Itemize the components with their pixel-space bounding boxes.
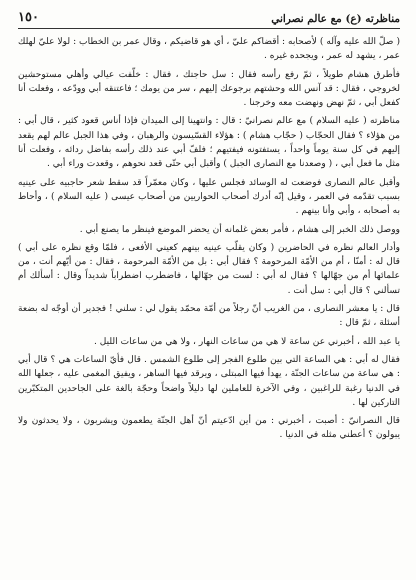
paragraph: وأقبل عالم النصارى فوضعت له الوسائد فجلس عليها ، وكان معمّراً قد سقط شعر حاجبيه على عينيه بسبب تقدّمه في العمر ، وقيل إنّه أدرك أصحاب الحواريين من أصحاب عيسى ( عليه السلام ) ، وأحاط به أصحابه ، وأبي وأنا بينهم . (18, 177, 400, 217)
paragraph: فأطرق هشام طويلاً ، ثمّ رفع رأسه فقال : سل حاجتك ، فقال : خلّفت عيالي وأهلي مستوحشين لخروجي ، فقال : قد آنس الله وحشتهم برجوعك إليهم ، سر من يومك ؛ فاعتنقه أبي وودّعه ، وفعلت أنا كفعل أبي ، ثمّ نهض ونهضت معه وخرجنا . (18, 69, 400, 109)
running-title: مناظرته (ع) مع عالم نصراني (271, 13, 400, 25)
page-header (18, 8, 400, 29)
paragraph: مناظرته ( عليه السلام ) مع عالم نصرانيّ : قال : وانتهينا إلى الميدان فإذا أناس قعود كثير ، قال أبي : من هؤلاء ؟ فقال الحجّاب ( حجّاب هشام ) : هؤلاء القسّيسون والرهبان ، وفي هذا الجبل عالم لهم يقعد إليهم في كل سنة يوماً واحداً ، يستفتونه فيفتيهم ؛ فلفّ أبي عند ذلك رأسه بفاضل ردائه ، وفعلت أنا مثل ما فعل أبي ، ( وصعدنا مع النصارى الجبل ) وأقبل أبي حتّى قعد نحوهم ، وقعدت وراء أبي . (18, 116, 400, 170)
paragraph: قال : يا معشر النصارى ، من الغريب أنّ رجلاً من أمّة محمّد يقول لي : سلني ! فجدير أن أوجّه له بضعة أسئلة ، ثمّ قال : (18, 304, 400, 329)
paragraph: قال النصرانيّ : أصبت ، أخبرني : من أين ادّعيتم أنّ أهل الجنّة يطعمون ويشربون ، ولا يحدثون ولا يبولون ؟ أعطني مثله في الدنيا . (18, 416, 400, 441)
page-body (18, 35, 400, 443)
page-number: ١٥٠ (18, 10, 39, 25)
paragraph: وأدار العالم نظره في الحاضرين ( وكان يقلّب عينيه بينهم كعيني الأفعى ، فلمّا وقع نظره على أبي ) قال له : أمنّا ، أم من الأمّة المرحومة ؟ فقال أبي : بل من الأمّة المرحومة ، فقال : من أيّهم أنت ، من علمائها أم من جهّالها ؟ فقال له أبي : لست من جهّالها ، فاضطرب اضطراباً شديداً وقال : أسألك أم تسألني ؟ قال أبي : سل أنت . (18, 242, 400, 296)
paragraph: ووصل ذلك الخبر إلى هشام ، فأمر بعض غلمانه أن يحضر الموضع فينظر ما يصنع أبي . (79, 224, 400, 235)
paragraph: فقال له أبي : هي الساعة التي بين طلوع الفجر إلى طلوع الشمس . قال فأيّ الساعات هي ؟ قال أبي : هي ساعة من ساعات الجنّة ، يهدأ فيها المبتلى ، ويرقد فيها الساهر ، ويفيق المغمى عليه ، جعلها الله في الدنيا رغبة للراغبين ، وفي الآخرة للعاملين لها دليلاً واضحاً وحجّة بالغة على الجاحدين المتكبّرين التاركين لها . (18, 354, 400, 408)
paragraph: يا عبد الله ، أخبرني عن ساعة لا هي من ساعات النهار ، ولا هي من ساعات الليل . (93, 336, 400, 347)
paragraph: ( صلّ الله عليه وآله ) لأصحابه : أقضاكم عليّ ، أي هو قاضيكم ، وقال عمر بن الخطاب : لولا عليّ لهلك عمر ، يشهد له عمر ، ويجحده غيره . (18, 37, 400, 62)
